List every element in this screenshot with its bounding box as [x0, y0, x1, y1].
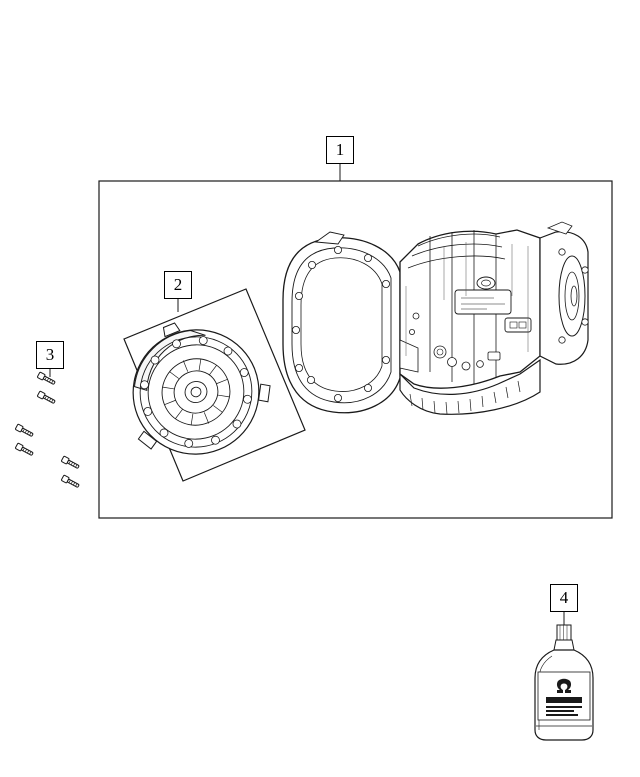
- callout-4[interactable]: 4: [550, 584, 578, 612]
- callout-3[interactable]: 3: [36, 341, 64, 369]
- fluid-bottle: [535, 625, 593, 740]
- transmission-assembly: [283, 222, 588, 414]
- callout-1[interactable]: 1: [326, 136, 354, 164]
- callout-2[interactable]: 2: [164, 271, 192, 299]
- bolt-set: [15, 372, 80, 489]
